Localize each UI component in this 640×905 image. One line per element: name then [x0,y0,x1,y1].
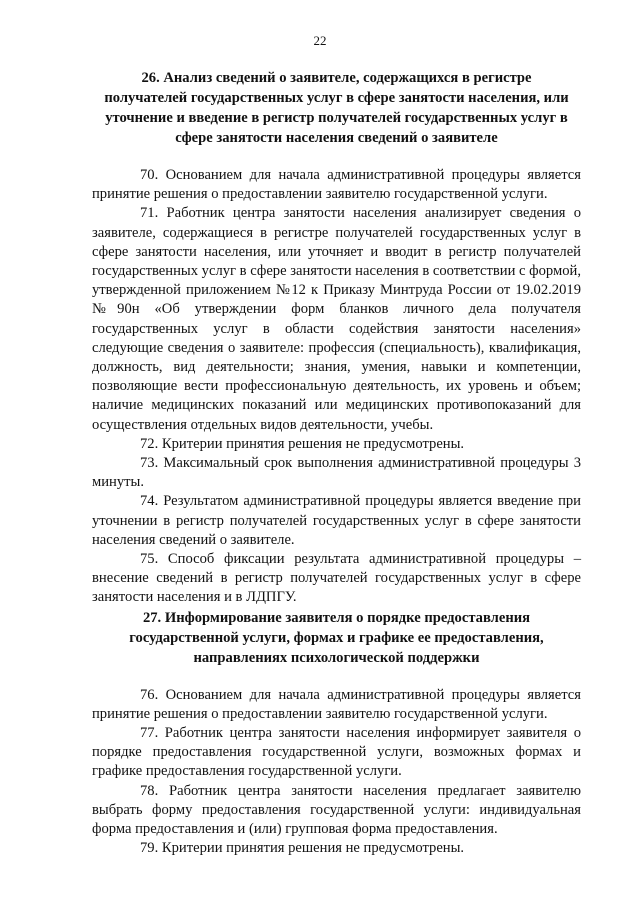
paragraph-73: 73. Максимальный срок выполнения административной процедуры 3 минуты. [92,455,581,491]
page-number: 22 [313,33,327,48]
heading-line: 26. Анализ сведений о заявителе, содержащихся в регистре [141,70,532,86]
heading-line: государственной услуги, формах и графике ее предоставления, [129,629,544,646]
paragraph-75: 75. Способ фиксации результата административной процедуры – внесение сведений в регистр получателей государственных услуг в сфере занятости населения и в ЛДПГУ. [92,551,581,606]
paragraph-70: 70. Основанием для начала административной процедуры является принятие решения о предоставлении заявителю государственной услуги. [92,167,581,203]
page-content [92,68,581,859]
section-27-body [92,686,581,859]
heading-line: направлениях психологической поддержки [193,649,480,666]
section-26-body [92,166,581,608]
paragraph-71: 71. Работник центра занятости населения анализирует сведения о заявителе, содержащиеся в регистре получателей государственных услуг в сфере занятости населения, или уточняет и вводит в регистр получателей государственных услуг в сфере занятости населения в соответствии с формой, утвержденной приложением №12 к Приказу Минтруда России от 19.02.2019 №90н «Об утверждении форм бланков личного дела получателя государственных услуг в области содействия занятости населения» следующие сведения о заявителе: профессия (специальность), квалификация, должность, вид деятельности; знания, умения, навыки и компетенции, позволяющие вести профессиональную деятельность, их уровень и объем; наличие медицинских показаний или медицинских противопоказаний для осуществления отдельных видов деятельности, учебы. [92,205,581,433]
paragraph-76: 76. Основанием для начала административной процедуры является принятие решения о предоставлении заявителю государственной услуги. [92,686,581,722]
paragraph-74: 74. Результатом административной процедуры является введение при уточнении в регистр получателей государственных услуг в сфере занятости населения сведений о заявителе. [92,493,581,548]
section-heading-27 [92,608,581,668]
heading-line: сфере занятости населения сведений о заявителе [175,130,498,146]
paragraph-78: 78. Работник центра занятости населения предлагает заявителю выбрать форму предоставления государственной услуги: индивидуальная форма предоставления и (или) групповая форма предоставления. [92,782,581,838]
heading-line: получателей государственных услуг в сфере занятости населения, или [104,90,569,106]
heading-line: уточнение и введение в регистр получателей государственных услуг в [105,110,568,126]
paragraph-79: 79. Критерии принятия решения не предусмотрены. [140,840,465,857]
paragraph-77: 77. Работник центра занятости населения информирует заявителя о порядке предоставления государственной услуги, возможных формах и графике предоставления государственной услуги. [92,725,581,780]
heading-line: 27. Информирование заявителя о порядке предоставления [142,609,531,626]
section-heading-26 [92,68,581,148]
paragraph-72: 72. Критерии принятия решения не предусмотрены. [140,435,465,452]
